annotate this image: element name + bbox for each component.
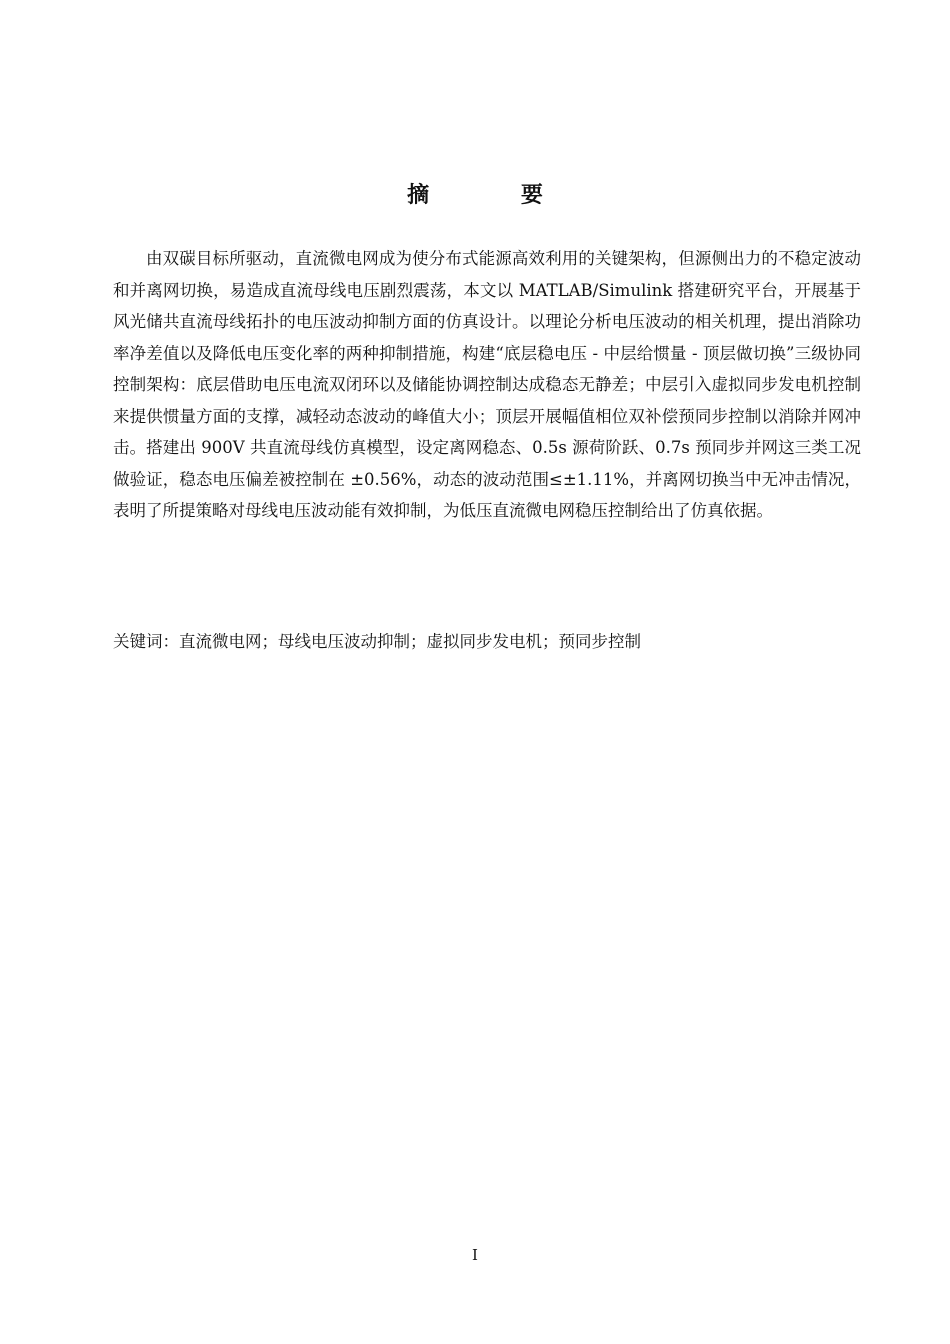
- abstract-title: 摘 要: [407, 182, 585, 208]
- keywords-line: [113, 626, 861, 657]
- page-number: I: [472, 1246, 478, 1264]
- keywords-label: 关键词：: [113, 632, 179, 651]
- abstract-body: 由双碳目标所驱动，直流微电网成为使分布式能源高效利用的关键架构，但源侧出力的不稳定波动和并离网切换，易造成直流母线电压剧烈震荡，本文以 MATLAB/Simulink 搭建研究平台，开展基于风光储共直流母线拓扑的电压波动抑制方面的仿真设计。以理论分析电压波动的相关机理，提出消除功率净差值以及降低电压变化率的两种抑制措施，构建“底层稳电压 - 中层给惯量 - 顶层做切换”三级协同控制架构：底层借助电压电流双闭环以及储能协调控制达成稳态无静差；中层引入虚拟同步发电机控制来提供惯量方面的支撑，减轻动态波动的峰值大小；顶层开展幅值相位双补偿预同步控制以消除并网冲击。搭建出 900V 共直流母线仿真模型，设定离网稳态、0.5s 源荷阶跃、0.7s 预同步并网这三类工况做验证，稳态电压偏差被控制在 ±0.56%，动态的波动范围≤±1.11%，并离网切换当中无冲击情况，表明了所提策略对母线电压波动能有效抑制，为低压直流微电网稳压控制给出了仿真依据。: [113, 249, 861, 520]
- keywords-text: 直流微电网；母线电压波动抑制；虚拟同步发电机；预同步控制: [179, 632, 641, 651]
